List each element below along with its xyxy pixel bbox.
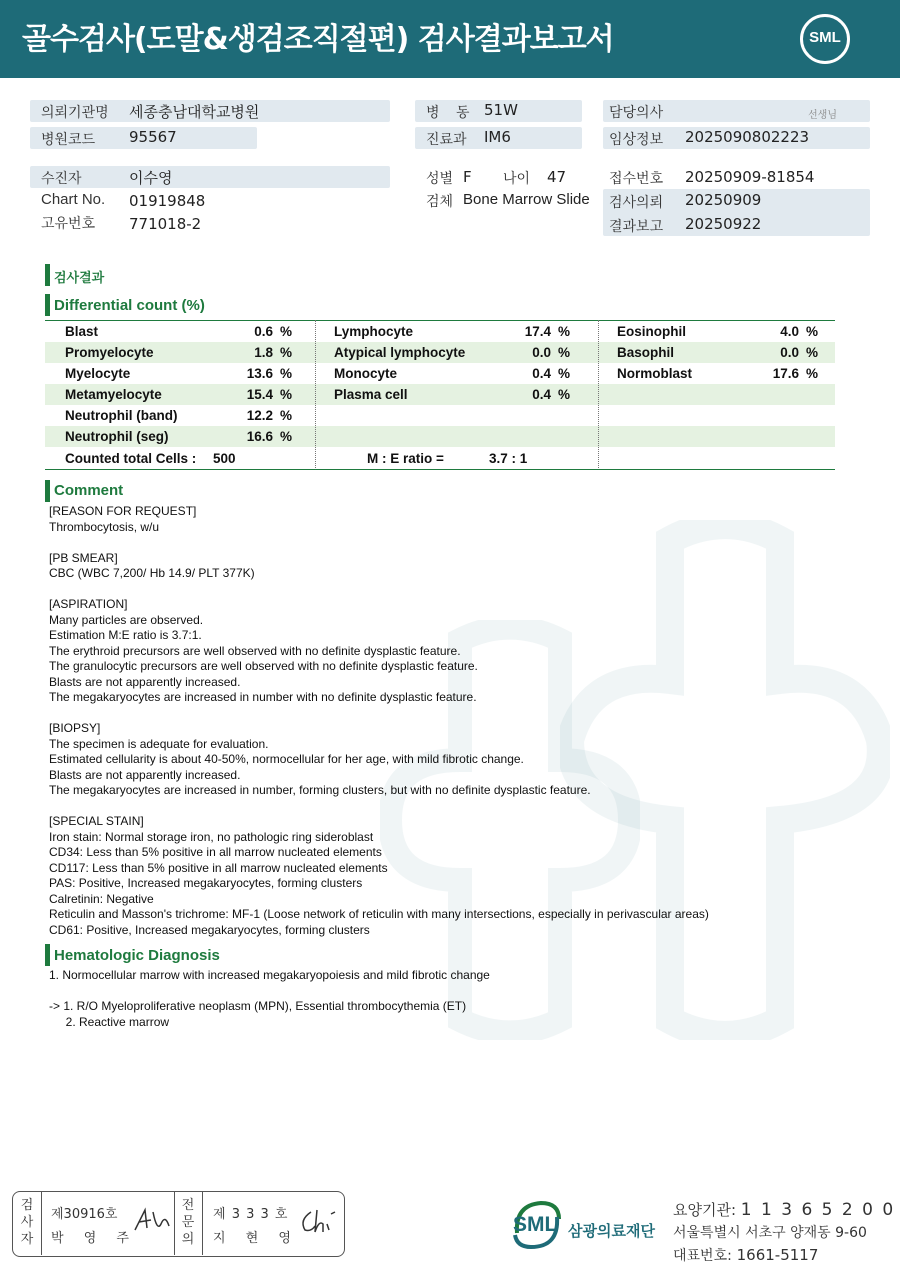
sml-logo-text: SML <box>809 29 841 46</box>
cell-name: Promyelocyte <box>65 345 154 360</box>
cell-name: Basophil <box>617 345 675 360</box>
hospital-label: 의뢰기관명 <box>41 105 109 121</box>
comment-line: Many particles are observed. <box>49 612 204 627</box>
table-row <box>45 342 835 363</box>
hospital-code-label: 병원코드 <box>41 132 96 148</box>
signature-divider <box>174 1192 175 1255</box>
cell-name: Normoblast <box>617 366 693 381</box>
cell-value: 0.6 <box>254 324 273 339</box>
cell-value: 0.0 <box>532 345 551 360</box>
comment-line: [REASON FOR REQUEST] <box>49 504 197 518</box>
cell-unit: % <box>558 345 571 360</box>
cell-unit: % <box>280 408 293 423</box>
receipt-value: 20250909-81854 <box>685 168 815 186</box>
cell-unit: % <box>280 324 293 339</box>
examiner-signature <box>131 1206 171 1236</box>
section-marker <box>45 480 50 502</box>
cell-name: Metamyelocyte <box>65 387 162 402</box>
signature-box <box>12 1191 345 1257</box>
cell-value: 0.0 <box>780 345 799 360</box>
comment-line: CD34: Less than 5% positive in all marrow nucleated elements <box>49 845 382 859</box>
age-label: 나이 <box>503 171 531 187</box>
specimen-label: 검체 <box>426 194 454 210</box>
comment-line: CBC (WBC 7,200/ Hb 14.9/ PLT 377K) <box>49 566 255 580</box>
specialist-label: 전 문 의 <box>181 1198 195 1247</box>
report-title: 골수검사(도말&생검조직절편) 검사결과보고서 <box>22 22 614 57</box>
hospital-code-value: 95567 <box>129 128 177 146</box>
comment-line: Blasts are not apparently increased. <box>49 674 241 689</box>
chart-label: Chart No. <box>41 191 106 208</box>
diff-heading: Differential count (%) <box>54 297 205 314</box>
table-row <box>45 384 835 405</box>
diagnosis-line: 2. Reactive marrow <box>49 1014 170 1029</box>
doctor-suffix: 선생님 <box>808 110 837 121</box>
cell-unit: % <box>280 345 293 360</box>
info-bar-patient <box>30 166 390 188</box>
comment-body <box>49 504 709 938</box>
cell-name: Blast <box>65 324 99 339</box>
dept-value: IM6 <box>484 128 511 146</box>
signature-divider <box>41 1192 42 1255</box>
cell-value: 4.0 <box>780 324 799 339</box>
footer-code: 요양기관: 1 1 3 6 5 2 0 0 <box>673 1200 896 1220</box>
column-separator <box>598 320 599 470</box>
diagnosis-line: 1. Normocellular marrow with increased megakaryopoiesis and mild fibrotic change <box>49 968 490 982</box>
comment-line: [BIOPSY] <box>49 721 101 735</box>
request-label: 검사의뢰 <box>609 195 664 211</box>
total-label: Counted total Cells : <box>65 451 197 466</box>
table-row <box>45 405 835 426</box>
diagnosis-body <box>49 968 490 1030</box>
comment-line: [SPECIAL STAIN] <box>49 814 144 828</box>
comment-line: Estimated cellularity is about 40-50%, normocellular for her age, with mild fibrotic change. <box>49 752 524 766</box>
comment-line: Iron stain: Normal storage iron, no pathologic ring sideroblast <box>49 829 374 844</box>
cell-name: Monocyte <box>334 366 398 381</box>
specimen-value: Bone Marrow Slide <box>463 191 590 208</box>
cell-value: 12.2 <box>246 408 273 423</box>
diagnosis-heading: Hematologic Diagnosis <box>54 947 220 964</box>
comment-line: Thrombocytosis, w/u <box>49 519 160 534</box>
comment-heading: Comment <box>54 482 124 499</box>
specialist-name: 지 현 영 <box>213 1231 299 1246</box>
comment-line: CD117: Less than 5% positive in all marrow nucleated elements <box>49 860 388 875</box>
hospital-value: 세종충남대학교병원 <box>129 103 260 121</box>
footer-phone: 대표번호: 1661-5117 <box>673 1246 819 1264</box>
diagnosis-line: -> 1. R/O Myeloproliferative neoplasm (MPN), Essential thrombocythemia (ET) <box>49 999 467 1013</box>
section-marker <box>45 264 50 286</box>
report-value: 20250922 <box>685 215 762 233</box>
result-heading: 검사결과 <box>54 271 105 286</box>
sml-logo <box>800 14 850 64</box>
comment-line: The megakaryocytes are increased in number with no definite dysplastic feature. <box>49 690 477 704</box>
footer-logo-text: SML <box>513 1213 558 1236</box>
report-label: 결과보고 <box>609 219 664 235</box>
me-ratio-value: 3.7 : 1 <box>489 451 528 466</box>
cell-value: 0.4 <box>532 387 551 402</box>
patient-label: 수진자 <box>41 171 82 187</box>
comment-line: The specimen is adequate for evaluation. <box>49 736 269 751</box>
specialist-signature <box>297 1206 337 1236</box>
cell-value: 17.6 <box>772 366 799 381</box>
ward-label: 병 동 <box>426 105 476 121</box>
uid-label: 고유번호 <box>41 216 96 232</box>
patient-value: 이수영 <box>129 169 173 187</box>
signature-divider <box>202 1192 203 1255</box>
cell-unit: % <box>558 387 571 402</box>
comment-line: The granulocytic precursors are well observed with no definite dysplastic feature. <box>49 659 478 673</box>
comment-line: [ASPIRATION] <box>49 597 128 611</box>
cell-value: 17.4 <box>524 324 551 339</box>
examiner-label: 검 사 자 <box>20 1198 34 1247</box>
comment-line: The erythroid precursors are well observed with no definite dysplastic feature. <box>49 643 461 658</box>
receipt-label: 접수번호 <box>609 171 664 187</box>
cell-name: Atypical lymphocyte <box>334 345 466 360</box>
table-total-row <box>45 448 835 469</box>
cell-name: Myelocyte <box>65 366 131 381</box>
doctor-label: 담당의사 <box>609 105 664 121</box>
cell-name: Neutrophil (band) <box>65 408 178 423</box>
request-value: 20250909 <box>685 191 762 209</box>
footer-address: 서울특별시 서초구 양재동 9-60 <box>673 1225 867 1241</box>
report-header <box>0 0 900 78</box>
chart-value: 01919848 <box>129 192 206 210</box>
specialist-number: 제 3 3 3 호 <box>213 1207 289 1222</box>
cell-unit: % <box>280 429 293 444</box>
dept-label: 진료과 <box>426 132 467 148</box>
cell-name: Eosinophil <box>617 324 686 339</box>
comment-line: Estimation M:E ratio is 3.7:1. <box>49 628 202 642</box>
age-value: 47 <box>547 168 567 186</box>
table-row <box>45 363 835 384</box>
cell-value: 0.4 <box>532 366 551 381</box>
comment-line: Reticulin and Masson's trichrome: MF-1 (Loose network of reticulin with many intersections, especially in perivascular areas) <box>49 907 709 921</box>
total-value: 500 <box>213 451 236 466</box>
sex-label: 성별 <box>426 171 454 187</box>
examiner-name: 박 영 주 <box>51 1231 137 1246</box>
ward-value: 51W <box>484 101 518 119</box>
section-marker <box>45 944 50 966</box>
comment-line: Blasts are not apparently increased. <box>49 767 241 782</box>
cell-unit: % <box>558 366 571 381</box>
comment-line: [PB SMEAR] <box>49 550 118 565</box>
uid-value: 771018-2 <box>129 215 202 233</box>
cell-unit: % <box>280 366 293 381</box>
comment-line: PAS: Positive, Increased megakaryocytes, forming clusters <box>49 876 363 890</box>
clinical-value: 2025090802223 <box>685 128 810 146</box>
me-ratio-label: M : E ratio = <box>367 451 444 466</box>
comment-line: Calretinin: Negative <box>49 891 154 906</box>
section-marker <box>45 294 50 316</box>
cell-unit: % <box>280 387 293 402</box>
cell-unit: % <box>558 324 571 339</box>
comment-line: CD61: Positive, Increased megakaryocytes, forming clusters <box>49 922 370 937</box>
cell-unit: % <box>806 366 819 381</box>
footer-org-name: 삼광의료재단 <box>568 1222 655 1240</box>
table-row <box>45 426 835 447</box>
sex-value: F <box>463 168 472 186</box>
cell-value: 15.4 <box>246 387 273 402</box>
cell-name: Plasma cell <box>334 387 408 402</box>
clinical-label: 임상정보 <box>609 132 664 148</box>
cell-name: Neutrophil (seg) <box>65 429 169 444</box>
cell-value: 13.6 <box>246 366 273 381</box>
comment-line: The megakaryocytes are increased in number, forming clusters, but with no definite dysplastic feature. <box>49 783 591 797</box>
cell-unit: % <box>806 324 819 339</box>
cell-value: 16.6 <box>246 429 273 444</box>
column-separator <box>315 320 316 470</box>
cell-unit: % <box>806 345 819 360</box>
cell-name: Lymphocyte <box>334 324 414 339</box>
cell-value: 1.8 <box>254 345 273 360</box>
table-row <box>45 321 835 342</box>
examiner-number: 제30916호 <box>51 1207 118 1222</box>
